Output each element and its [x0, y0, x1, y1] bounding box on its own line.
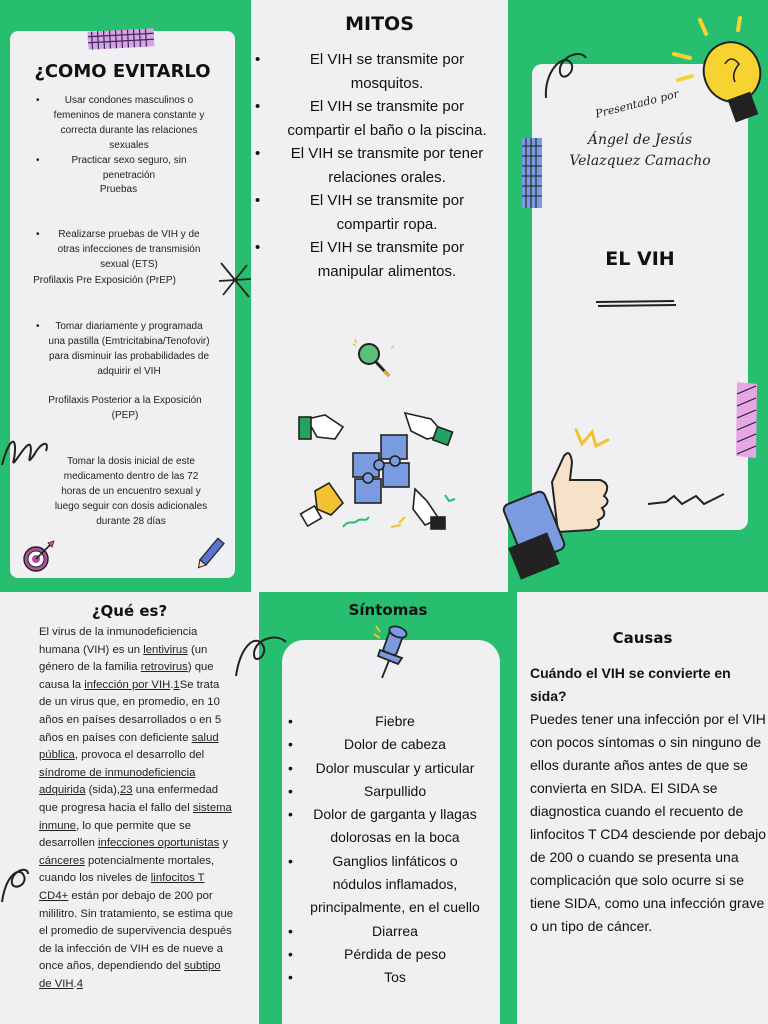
list-item: • El VIH se transmite por manipular alimentos.	[277, 236, 497, 283]
title-underline	[594, 298, 678, 310]
text-run: , lo que permite que se desarrollen	[39, 819, 191, 850]
sintomas-title: Síntomas	[348, 601, 428, 619]
como-evitarlo-panel	[10, 31, 235, 578]
causas-body: Puedes tener una infección por el VIH con pocos síntomas o sin ninguno de ellos durante años antes de que se convierta en SIDA. El SIDA se diagnostica cuando el recuento de linfocitos T CD4 desciende por debajo de 200 o cuando se presenta una complicación que solo ocurre si se tiene SIDA, como una infección grave o un tipo de cáncer.	[530, 711, 767, 934]
text-run: y	[219, 837, 229, 850]
list-item: • Pérdida de peso	[308, 943, 482, 966]
list-item: • Dolor de garganta y llagas dolorosas en la boca	[308, 803, 482, 850]
thumbs-up-icon	[500, 422, 624, 588]
label-prep: Profilaxis Pre Exposición (PrEP)	[33, 275, 176, 286]
list-item: • Diarrea	[308, 920, 482, 943]
text-run: una enfermedad que progresa hacia el fallo del	[39, 784, 219, 814]
washi-tape-decoration	[520, 136, 544, 210]
label-pep: Profilaxis Posterior a la Exposición (PEP)	[48, 395, 202, 421]
text-run: (sida),	[85, 784, 121, 797]
text-run: El virus de la inmunodeficiencia humana (VIH) es un	[39, 626, 198, 656]
prevention-item: • Practicar sexo seguro, sin penetración	[48, 153, 210, 183]
mitos-panel	[251, 0, 508, 592]
text-run: , provoca el desarrollo del	[74, 749, 205, 762]
text-run: ) que causa la	[39, 661, 214, 691]
text-run: Se trata de un virus que, en promedio, en 10 años en países desarrollados o en 5 años en países con deficiente	[39, 678, 222, 744]
causas-title: Causas	[612, 629, 673, 647]
text-run: están por debajo de 200 por mililitro. Sin tratamiento, se estima que el promedio de supervivencia después de la infección de VIH es de nueve a once años, dependiendo del	[39, 889, 234, 973]
pushpin-icon	[372, 624, 412, 682]
sintomas-list	[308, 710, 482, 990]
author-name-line2: Velazquez Camacho	[569, 153, 711, 169]
list-item: • Dolor de cabeza	[308, 733, 482, 756]
link-salud-publica[interactable]: salud pública	[39, 731, 219, 762]
text-run: .	[73, 977, 77, 990]
list-item: • El VIH se transmite por mosquitos.	[277, 48, 497, 95]
causas-panel	[517, 592, 768, 1024]
que-es-panel	[0, 592, 259, 1024]
list-item: • Fiebre	[308, 710, 482, 733]
prevention-item: • Usar condones masculinos o femeninos de manera constante y correcta durante las relaciones sexuales	[48, 93, 210, 153]
list-item: • Ganglios linfáticos o nódulos inflamados, principalmente, en el cuello	[308, 850, 482, 920]
pep-text: Tomar la dosis inicial de este medicamento dentro de las 72 horas de un encuentro sexual y luego seguir con dosis adicionales durante 28 días	[54, 456, 208, 527]
loop-doodle	[540, 48, 590, 102]
link-ref-23[interactable]: 23	[120, 784, 133, 797]
prevention-item: • Realizarse pruebas de VIH y de otras infecciones de transmisión sexual (ETS)	[48, 227, 210, 272]
prevention-item: • Tomar diariamente y programada una pastilla (Emtricitabina/Tenofovir) para disminuir las probabilidades de adquirir el VIH	[48, 319, 210, 379]
loop-doodle	[0, 862, 30, 906]
que-es-body	[39, 624, 234, 993]
star-doodle	[217, 255, 253, 305]
sintomas-panel	[282, 640, 500, 1024]
loop-doodle	[0, 425, 54, 475]
cover-title: EL VIH	[605, 248, 675, 270]
presented-by: Presentado por	[594, 87, 681, 121]
mitos-title: MITOS	[345, 13, 414, 35]
lightbulb-icon	[670, 16, 768, 134]
causas-question: Cuándo el VIH se convierte en sida?	[530, 665, 731, 704]
mitos-list	[277, 48, 497, 283]
list-item: • El VIH se transmite por compartir el baño o la piscina.	[277, 95, 497, 142]
link-ref-1[interactable]: 1	[173, 678, 180, 691]
link-retrovirus[interactable]: retrovirus	[140, 661, 188, 674]
list-item: • Sarpullido	[308, 780, 482, 803]
text-run: potencialmente mortales, cuando los niveles de	[39, 854, 215, 885]
magnifier-icon	[351, 338, 397, 380]
zigzag-doodle	[646, 488, 730, 510]
target-icon	[18, 539, 58, 573]
link-infeccion-vih[interactable]: infección por VIH	[84, 678, 171, 691]
washi-tape-decoration	[84, 27, 158, 51]
washi-tape-decoration	[734, 380, 760, 460]
text-run: .	[170, 678, 174, 691]
link-sistema-inmune[interactable]: sistema inmune	[39, 801, 232, 832]
list-item: • El VIH se transmite por compartir ropa.	[277, 189, 497, 236]
list-item: • Dolor muscular y articular	[308, 757, 482, 780]
author-name-line1: Ángel de Jesús	[587, 132, 693, 148]
link-ref-4[interactable]: 4	[76, 977, 83, 990]
text-run: (un género de la familia	[39, 643, 208, 674]
puzzle-hands-icon	[295, 405, 465, 545]
como-evitarlo-title: ¿COMO EVITARLO	[34, 61, 211, 82]
link-sida[interactable]: síndrome de inmunodeficiencia adquirida	[39, 766, 196, 797]
que-es-title: ¿Qué es?	[91, 602, 168, 620]
link-subtipo-vih[interactable]: subtipo de VIH	[39, 960, 221, 990]
link-linfocitos[interactable]: linfocitos T CD4+	[39, 872, 205, 902]
link-canceres[interactable]: cánceres	[39, 854, 85, 867]
list-item: • El VIH se transmite por tener relaciones orales.	[277, 142, 497, 189]
link-infecciones-oportunistas[interactable]: infecciones oportunistas	[98, 837, 220, 850]
label-pruebas: Pruebas	[99, 184, 138, 195]
list-item: • Tos	[308, 966, 482, 989]
pencil-icon	[193, 535, 227, 573]
link-lentivirus[interactable]: lentivirus	[143, 643, 188, 656]
